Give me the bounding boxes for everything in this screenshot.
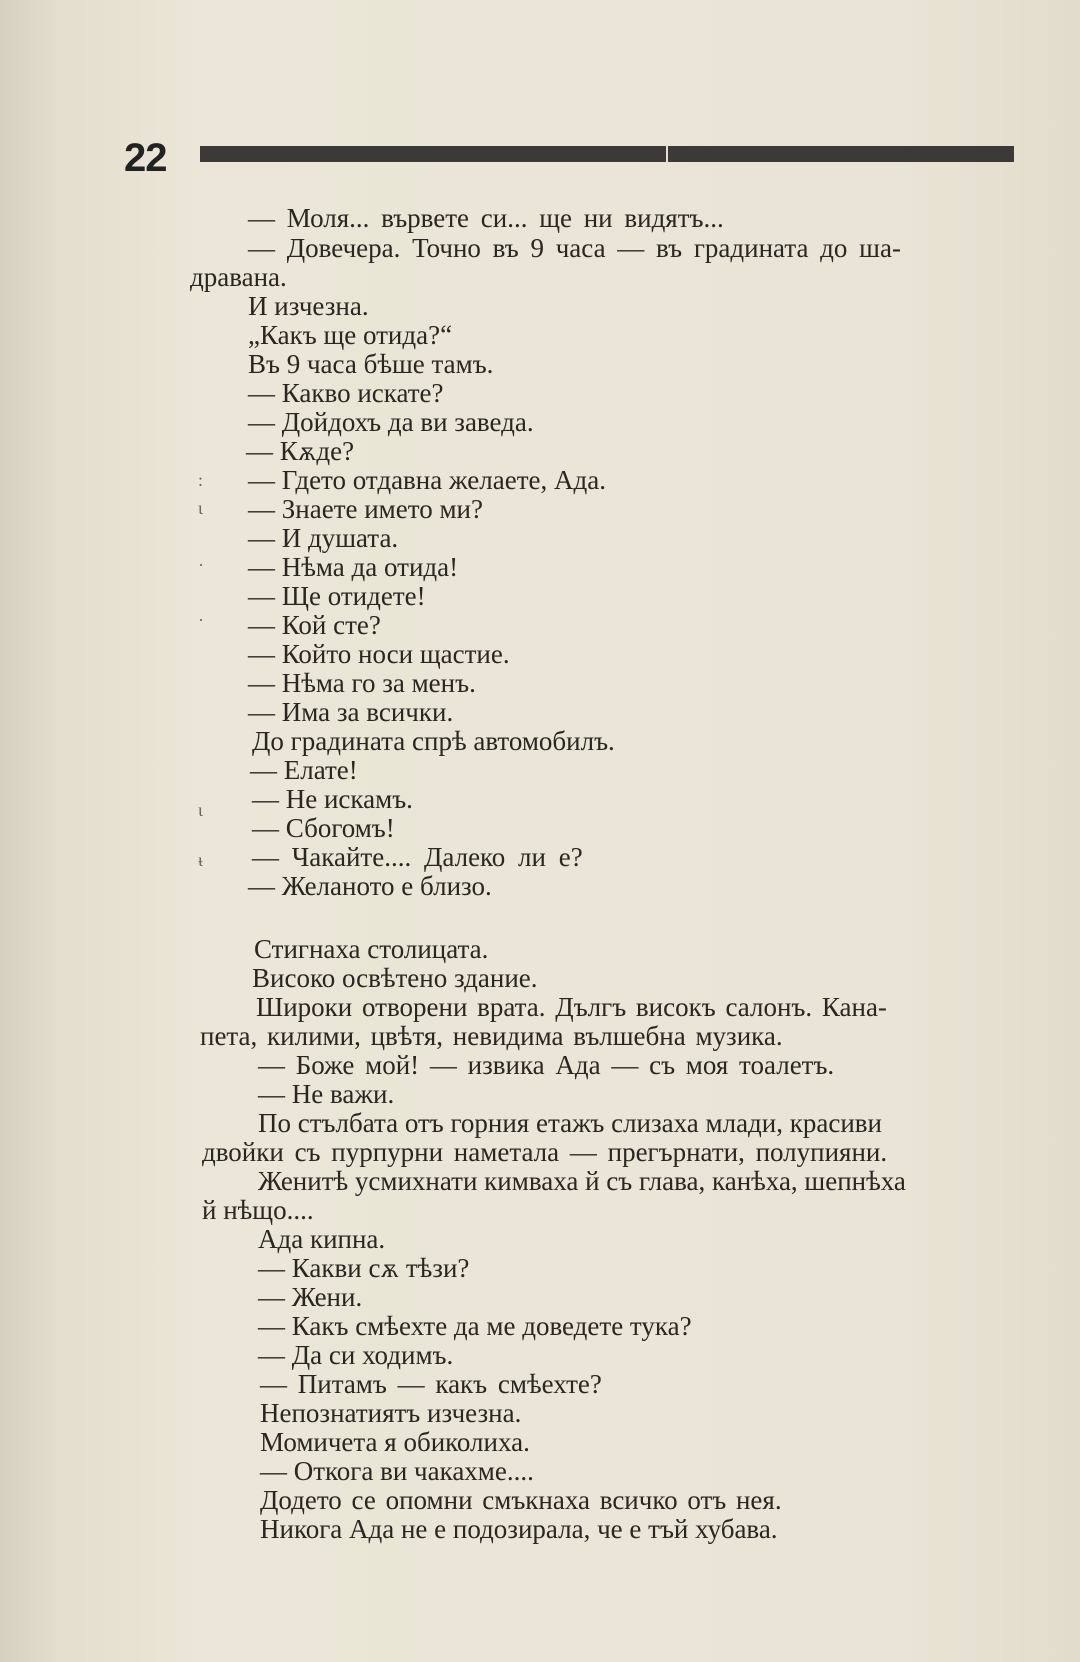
text-line: Женитѣ усмихнати кимваха й съ глава, канѣха, шепнѣха [258,1166,906,1196]
text-line: — Моля... вървете си... ще ни видятъ... [248,203,724,233]
text-line: — Нѣма го за менъ. [248,668,476,698]
text-line: Широки отворени врата. Дългъ високъ салонъ. Кана- [256,992,887,1022]
text-line: — Жени. [258,1282,363,1312]
margin-speck: ᵼ [198,850,203,870]
text-line: — Довечера. Точно въ 9 часа — въ градината до ша- [248,233,901,263]
page-number: 22 [124,136,167,180]
text-line: — Не важи. [258,1079,395,1109]
text-line: — Питамъ — какъ смѣехте? [260,1369,602,1399]
text-line: Момичета я обиколиха. [260,1427,530,1457]
text-line: До градината спрѣ автомобилъ. [252,726,615,756]
text-line: й нѣщо.... [202,1195,314,1225]
text-line: Никога Ада не е подозирала, че е тъй хубава. [260,1514,778,1544]
margin-speck: ι [198,498,203,518]
margin-speck: ι [198,800,203,820]
margin-speck: · [198,555,204,575]
text-line: Въ 9 часа бѣше тамъ. [248,349,494,379]
text-line: — Откога ви чакахме.... [260,1456,534,1486]
text-line: — Елате! [250,755,358,785]
text-line: По стълбата отъ горния етажъ слизаха млади, красиви [258,1108,882,1138]
text-line: — Дойдохъ да ви заведа. [248,407,534,437]
text-line: — Знаете името ми? [248,494,483,524]
text-line: — Ще отидете! [248,581,426,611]
text-line: — Има за всички. [248,697,454,727]
text-line: — Какво искате? [248,378,444,408]
text-line: Додето се опомни смъкнаха всичко отъ нея. [260,1485,782,1515]
margin-speck: : [198,470,204,490]
text-line: — Боже мой! — извика Ада — съ моя тоалетъ. [258,1050,835,1080]
text-line: „Какъ ще отида?“ [248,320,453,350]
text-line: — Гдето отдавна желаете, Ада. [248,465,606,495]
text-line: — Кой сте? [248,610,381,640]
text-line: двойки съ пурпурни наметала — прегърнати, полупияни. [202,1137,888,1167]
text-line: — Какви сѫ тѣзи? [258,1253,470,1283]
text-line: Непознатиятъ изчезна. [260,1398,522,1428]
text-line: — Нѣма да отида! [248,552,459,582]
text-line: — Сбогомъ! [252,813,395,843]
text-line: пета, килими, цвѣтя, невидима вълшебна музика. [200,1021,783,1051]
header-rule [200,146,1014,162]
text-line: — Не искамъ. [252,784,413,814]
text-line: Високо освѣтено здание. [252,963,538,993]
text-line: — И душата. [248,523,399,553]
text-line: — Чакайте.... Далеко ли е? [252,842,583,872]
margin-speck: · [198,610,204,630]
text-line: — Който носи щастие. [248,639,510,669]
text-line: И изчезна. [248,291,369,321]
text-line: дравана. [190,262,287,292]
text-line: Стигнаха столицата. [254,934,489,964]
text-line: — Кѫде? [246,436,355,466]
text-line: — Какъ смѣехте да ме доведете тука? [258,1311,692,1341]
header-rule-gap [666,146,668,162]
text-line: — Желаното е близо. [248,871,492,901]
text-line: — Да си ходимъ. [258,1340,454,1370]
text-line: Ада кипна. [258,1224,386,1254]
